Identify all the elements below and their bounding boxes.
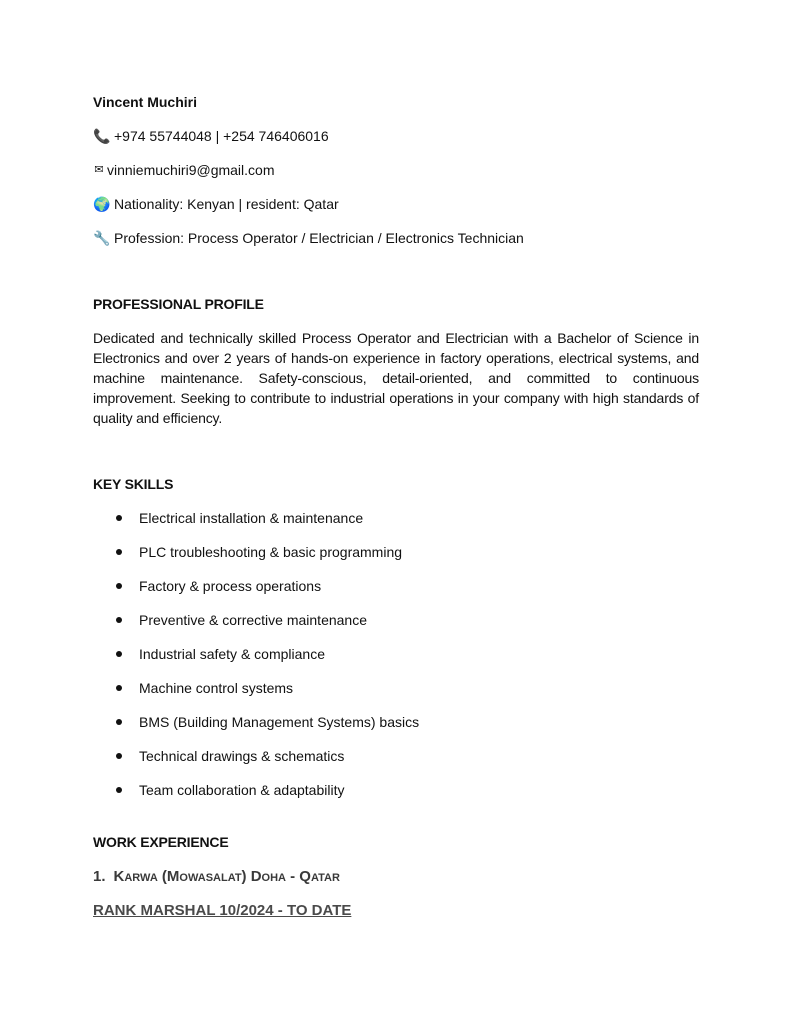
bullet-icon — [116, 719, 122, 725]
skill-item — [93, 712, 699, 732]
bullet-icon — [116, 617, 122, 623]
envelope-icon: ✉ — [94, 164, 104, 176]
wrench-icon: 🔧 — [93, 230, 111, 246]
skill-item — [93, 610, 699, 630]
bullet-icon — [116, 651, 122, 657]
email-line — [93, 160, 699, 180]
phone-text: +974 55744048 | +254 746406016 — [114, 128, 329, 144]
bullet-icon — [116, 685, 122, 691]
job-employer — [93, 866, 699, 888]
skill-item — [93, 678, 699, 698]
bullet-icon — [116, 753, 122, 759]
skill-text: Team collaboration & adaptability — [139, 782, 345, 798]
skill-item — [93, 576, 699, 596]
skills-list — [93, 508, 699, 800]
phone-icon: 📞 — [93, 128, 111, 144]
skill-item — [93, 780, 699, 800]
skill-text: Electrical installation & maintenance — [139, 510, 364, 526]
nationality-text: Nationality: Kenyan | resident: Qatar — [114, 196, 339, 212]
work-heading: WORK EXPERIENCE — [93, 834, 229, 850]
job-role: RANK MARSHAL 10/2024 - TO DATE — [93, 902, 352, 919]
bullet-icon — [116, 787, 122, 793]
skill-text: Machine control systems — [139, 680, 294, 696]
bullet-icon — [116, 583, 122, 589]
skill-text: Factory & process operations — [139, 578, 322, 594]
job-number: 1. — [93, 868, 106, 885]
candidate-name: Vincent Muchiri — [93, 94, 197, 110]
skill-text: PLC troubleshooting & basic programming — [139, 544, 403, 560]
skill-text: Technical drawings & schematics — [139, 748, 345, 764]
job-employer-name: Karwa (Mowasalat) Doha - Qatar — [113, 868, 340, 885]
bullet-icon — [116, 515, 122, 521]
skill-item — [93, 746, 699, 766]
skill-text: Industrial safety & compliance — [139, 646, 325, 662]
profession-text: Profession: Process Operator / Electrician / Electronics Technician — [114, 230, 524, 246]
bullet-icon — [116, 549, 122, 555]
globe-icon: 🌍 — [93, 196, 111, 212]
profile-heading: PROFESSIONAL PROFILE — [93, 296, 264, 312]
phone-line — [93, 126, 699, 146]
skill-item — [93, 542, 699, 562]
skill-item — [93, 644, 699, 664]
skills-heading: KEY SKILLS — [93, 476, 174, 492]
profession-line — [93, 228, 699, 248]
nationality-line — [93, 194, 699, 214]
skill-text: BMS (Building Management Systems) basics — [139, 714, 420, 730]
profile-paragraph: Dedicated and technically skilled Process Operator and Electrician with a Bachelor of Science in Electronics and over 2 years of hands-on experience in factory operations, electrical systems, and machine maintenance. Safety-conscious, detail-oriented, and committed to continuous improvement. Seeking to contribute to industrial operations in your company with high standards of quality and efficiency. — [93, 330, 699, 426]
resume-page — [93, 92, 699, 922]
email-text: vinniemuchiri9@gmail.com — [107, 162, 275, 178]
skill-item — [93, 508, 699, 528]
skill-text: Preventive & corrective maintenance — [139, 612, 367, 628]
